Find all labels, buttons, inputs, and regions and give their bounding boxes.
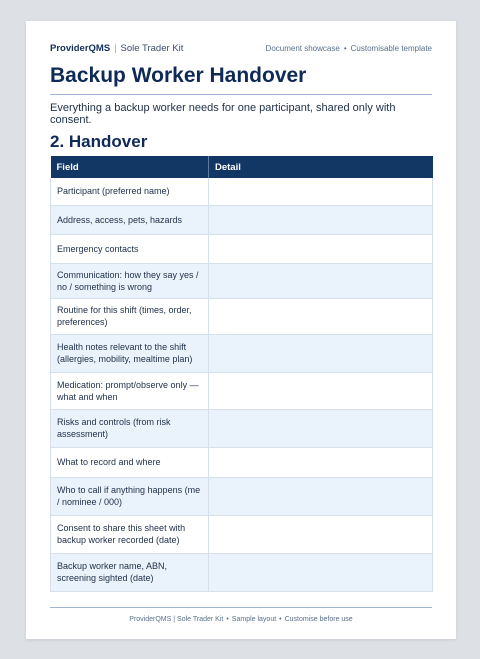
footer-kit: Sole Trader Kit <box>177 616 224 623</box>
detail-cell[interactable] <box>209 263 433 298</box>
table-row <box>51 515 433 553</box>
column-header-detail: Detail <box>209 156 433 178</box>
detail-cell[interactable] <box>209 409 433 447</box>
intro-text: Everything a backup worker needs for one participant, shared only with consent. <box>50 102 396 126</box>
header-tagline <box>266 44 432 53</box>
table-row <box>51 234 433 263</box>
footer-separator: | <box>173 616 176 623</box>
footer-brand: ProviderQMS <box>129 616 172 623</box>
table-row <box>51 477 433 515</box>
field-label: Participant (preferred name) <box>51 178 209 205</box>
footer-layout-note: Sample layout <box>231 616 277 623</box>
table-header-row <box>51 156 433 178</box>
detail-cell[interactable] <box>209 447 433 477</box>
detail-cell[interactable] <box>209 205 433 234</box>
document-title: Backup Worker Handover <box>50 64 307 87</box>
tagline-template: Customisable template <box>350 44 432 53</box>
table-row <box>51 334 433 372</box>
field-label: Consent to share this sheet with backup worker recorded (date) <box>51 515 209 553</box>
handover-table <box>50 156 433 592</box>
detail-cell[interactable] <box>209 553 433 591</box>
table-row <box>51 178 433 205</box>
brand-kit-name: Sole Trader Kit <box>120 43 184 54</box>
document-footer <box>26 616 456 623</box>
field-label: Health notes relevant to the shift (allergies, mobility, mealtime plan) <box>51 334 209 372</box>
column-header-field: Field <box>51 156 209 178</box>
detail-cell[interactable] <box>209 515 433 553</box>
table-row <box>51 298 433 334</box>
footer-divider <box>50 607 432 608</box>
field-label: Communication: how they say yes / no / something is wrong <box>51 263 209 298</box>
field-label: Risks and controls (from risk assessment) <box>51 409 209 447</box>
brand <box>50 43 183 54</box>
document-header <box>50 43 432 54</box>
field-label: Backup worker name, ABN, screening sighted (date) <box>51 553 209 591</box>
detail-cell[interactable] <box>209 234 433 263</box>
table-row <box>51 263 433 298</box>
field-label: Routine for this shift (times, order, preferences) <box>51 298 209 334</box>
footer-dot: • <box>279 616 282 623</box>
field-label: Who to call if anything happens (me / nominee / 000) <box>51 477 209 515</box>
field-label: Address, access, pets, hazards <box>51 205 209 234</box>
section-heading: 2. Handover <box>50 132 148 151</box>
table-row <box>51 447 433 477</box>
field-label: What to record and where <box>51 447 209 477</box>
title-divider <box>50 94 432 95</box>
table-row <box>51 372 433 409</box>
tagline-showcase: Document showcase <box>265 44 340 53</box>
brand-separator: | <box>114 43 117 53</box>
detail-cell[interactable] <box>209 372 433 409</box>
table-row <box>51 553 433 591</box>
table-row <box>51 205 433 234</box>
tagline-dot: • <box>343 44 347 53</box>
document-page <box>26 21 456 639</box>
detail-cell[interactable] <box>209 178 433 205</box>
field-label: Emergency contacts <box>51 234 209 263</box>
brand-name: ProviderQMS <box>50 43 111 54</box>
detail-cell[interactable] <box>209 477 433 515</box>
table-row <box>51 409 433 447</box>
field-label: Medication: prompt/observe only — what and when <box>51 372 209 409</box>
footer-dot: • <box>226 616 229 623</box>
detail-cell[interactable] <box>209 298 433 334</box>
detail-cell[interactable] <box>209 334 433 372</box>
footer-customise-note: Customise before use <box>284 616 353 623</box>
